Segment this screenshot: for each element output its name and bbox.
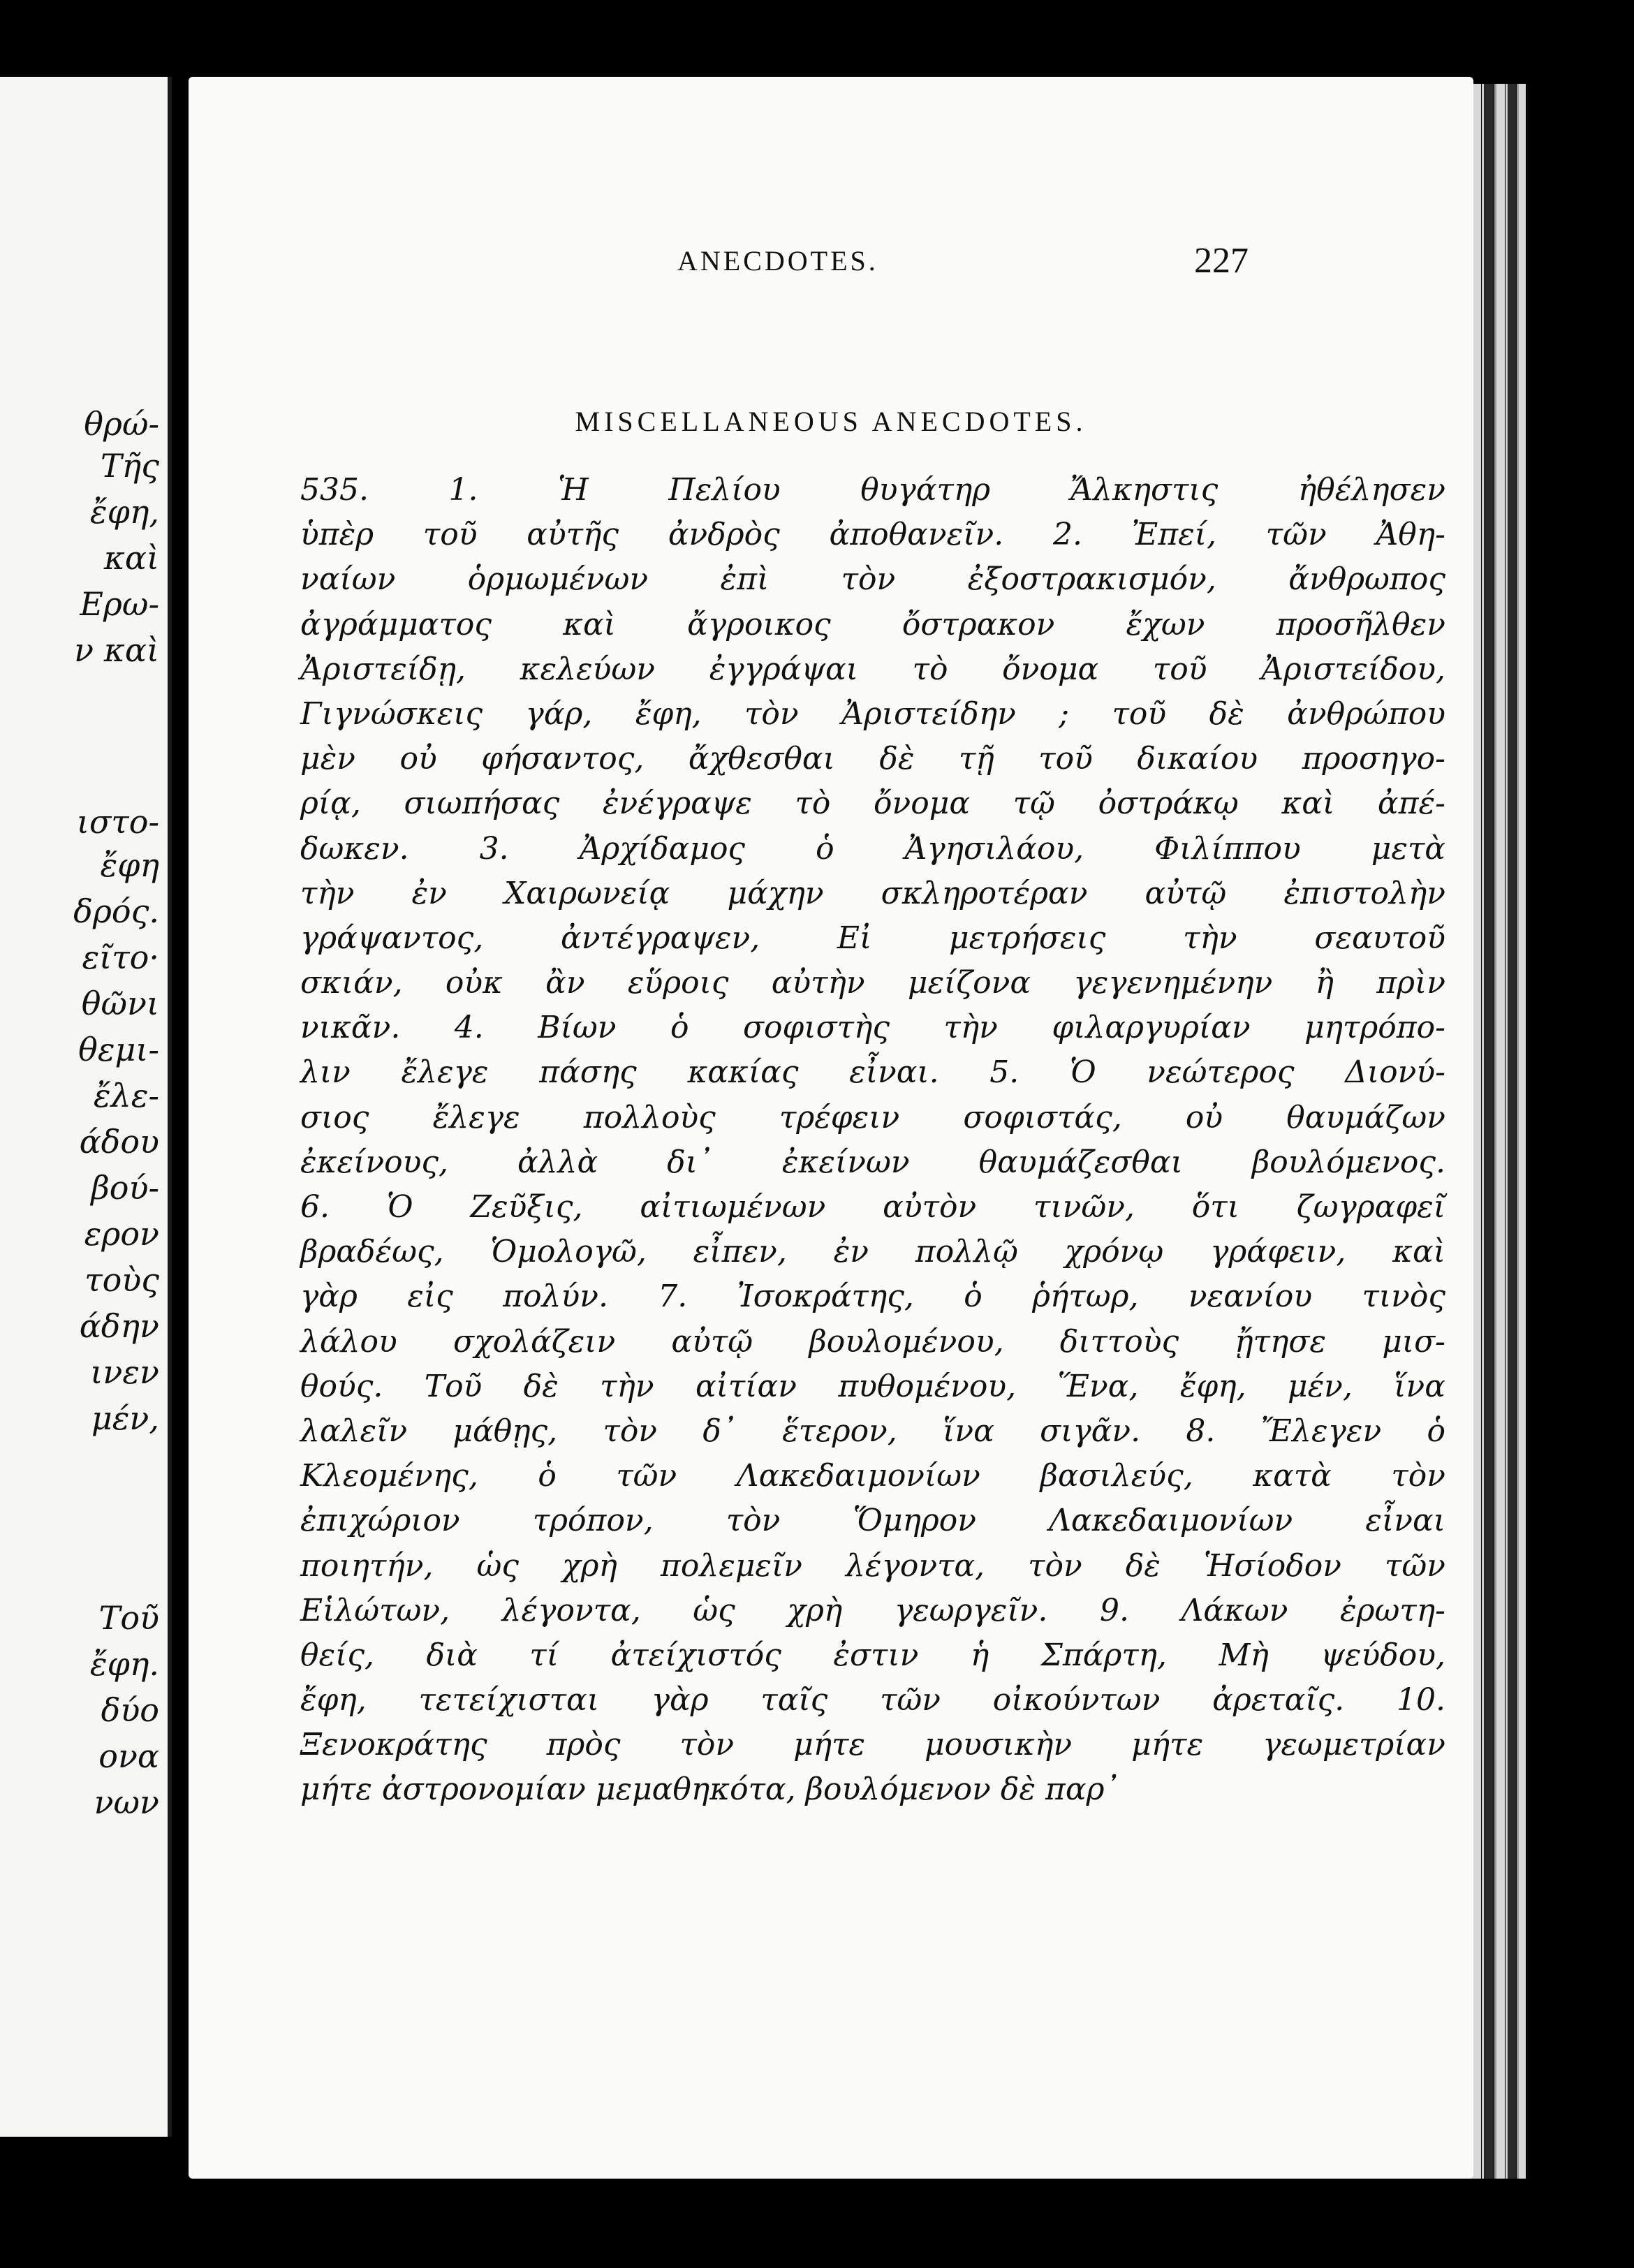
text-line: θείς, διὰ τί ἀτείχιστός ἐστιν ἡ Σπάρτη, Μὴ ψεύδου,: [300, 1637, 1445, 1673]
left-page-fragment: Τοῦ: [98, 1599, 159, 1637]
page-number: 227: [1194, 241, 1249, 281]
left-page-fragment: τοὺς: [84, 1261, 159, 1299]
text-line: θούς. Τοῦ δὲ τὴν αἰτίαν πυθομένου, Ἕνα, ἔφη, μέν, ἵνα: [300, 1368, 1445, 1404]
text-line: λιν ἔλεγε πάσης κακίας εἶναι. 5. Ὁ νεώτερος Διονύ-: [300, 1054, 1445, 1091]
left-page-fragment: ν καὶ: [74, 631, 159, 669]
left-page-fragment: θρώ-: [84, 405, 159, 443]
text-line: Ξενοκράτης πρὸς τὸν μήτε μουσικὴν μήτε γεωμετρίαν: [300, 1727, 1445, 1763]
text-line: λάλου σχολάζειν αὐτῷ βουλομένου, διττοὺς ᾔτησε μισ-: [300, 1323, 1445, 1360]
text-line: ἐπιχώριον τρόπον, τὸν Ὅμηρον Λακεδαιμονίων εἶναι: [300, 1503, 1445, 1539]
left-page-fragment: ἔφη.: [89, 1645, 159, 1683]
body-text: [300, 468, 1445, 1813]
section-heading: MISCELLANEOUS ANECDOTES.: [575, 406, 1087, 437]
text-line: 535. 1. Ἡ Πελίου θυγάτηρ Ἄλκηστις ἠθέλησεν: [300, 472, 1445, 508]
text-line: Κλεομένης, ὁ τῶν Λακεδαιμονίων βασιλεύς, κατὰ τὸν: [300, 1458, 1445, 1494]
text-line: δωκεν. 3. Ἀρχίδαμος ὁ Ἀγησιλάου, Φιλίππου μετὰ: [300, 830, 1445, 867]
text-line: Εἱλώτων, λέγοντα, ὡς χρὴ γεωργεῖν. 9. Λάκων ἐρωτη-: [300, 1592, 1445, 1628]
text-line: σκιάν, οὐκ ἂν εὕροις αὐτὴν μείζονα γεγενημένην ἢ πρὶν: [300, 965, 1445, 1001]
left-page-fragment: ονα: [98, 1737, 159, 1775]
left-page-fragment: ιστο-: [76, 803, 159, 841]
book-page: [189, 77, 1473, 2179]
left-page-fragment: εῖτο·: [82, 938, 159, 976]
text-line: ἔφη, τετείχισται γὰρ ταῖς τῶν οἰκούντων ἀρεταῖς. 10.: [300, 1682, 1445, 1718]
text-line: ποιητήν, ὡς χρὴ πολεμεῖν λέγοντα, τὸν δὲ Ἡσίοδον τῶν: [300, 1547, 1445, 1584]
left-page-fragment: Ερω-: [80, 585, 159, 623]
left-page-fragment: δρός.: [73, 892, 159, 930]
text-line: μήτε ἀστρονομίαν μεμαθηκότα, βουλόμενον δὲ παρ᾽: [300, 1772, 1120, 1808]
left-page-fragment: ερον: [84, 1215, 159, 1253]
left-page-fragment: ἔφη,: [89, 493, 159, 531]
left-page-fragment: δύο: [101, 1691, 159, 1729]
text-line: ναίων ὁρμωμένων ἐπὶ τὸν ἐξοστρακισμόν, ἄνθρωπος: [300, 561, 1445, 598]
text-line: μὲν οὐ φήσαντος, ἄχθεσθαι δὲ τῇ τοῦ δικαίου προσηγο-: [300, 741, 1445, 777]
text-line: ρίᾳ, σιωπήσας ἐνέγραψε τὸ ὄνομα τῷ ὀστράκῳ καὶ ἀπέ-: [300, 786, 1445, 822]
text-line: γὰρ εἰς πολύν. 7. Ἰσοκράτης, ὁ ῥήτωρ, νεανίου τινὸς: [300, 1279, 1445, 1315]
running-head: [189, 241, 1473, 293]
text-line: Γιγνώσκεις γάρ, ἔφη, τὸν Ἀριστείδην ; τοῦ δὲ ἀνθρώπου: [300, 695, 1445, 732]
page-edges: [1466, 84, 1557, 2179]
text-line: ὑπὲρ τοῦ αὐτῆς ἀνδρὸς ἀποθανεῖν. 2. Ἐπεί, τῶν Ἀθη-: [300, 517, 1445, 553]
left-page-fragment: ἔφη: [100, 846, 159, 884]
left-page-fragment: Τῆς: [100, 447, 159, 485]
left-page-fragment: βού-: [91, 1169, 159, 1207]
text-line: τὴν ἐν Χαιρωνείᾳ μάχην σκληροτέραν αὐτῷ ἐπιστολὴν: [300, 875, 1445, 911]
text-line: Ἀριστείδῃ, κελεύων ἐγγράψαι τὸ ὄνομα τοῦ Ἀριστείδου,: [300, 651, 1445, 687]
text-line: 6. Ὁ Ζεῦξις, αἰτιωμένων αὐτὸν τινῶν, ὅτι ζωγραφεῖ: [300, 1189, 1445, 1225]
left-page-fragment: ινεν: [90, 1353, 159, 1391]
left-page-fragment: άδην: [79, 1307, 159, 1345]
left-page-fragment: ἔλε-: [93, 1077, 159, 1114]
text-line: σιος ἔλεγε πολλοὺς τρέφειν σοφιστάς, οὐ θαυμάζων: [300, 1099, 1445, 1135]
text-line: βραδέως, Ὁμολογῶ, εἶπεν, ἐν πολλῷ χρόνῳ γράφειν, καὶ: [300, 1234, 1445, 1270]
left-page-fragment: θεμι-: [78, 1031, 159, 1068]
text-line: νικᾶν. 4. Βίων ὁ σοφιστὴς τὴν φιλαργυρίαν μητρόπο-: [300, 1010, 1445, 1046]
left-page-fragment: μέν,: [91, 1399, 159, 1437]
left-page-fragment: άδου: [79, 1123, 159, 1161]
left-page-fragment: νων: [94, 1783, 159, 1821]
text-line: ἐκείνους, ἀλλὰ δι᾽ ἐκείνων θαυμάζεσθαι βουλόμενος.: [300, 1144, 1445, 1180]
text-line: ἀγράμματος καὶ ἄγροικος ὄστρακον ἔχων προσῆλθεν: [300, 606, 1445, 642]
left-page-fragment: θῶνι: [81, 985, 159, 1022]
left-page-fragment: καὶ: [103, 539, 159, 577]
left-facing-page: [0, 77, 172, 2137]
text-line: λαλεῖν μάθῃς, τὸν δ᾽ ἕτερον, ἵνα σιγᾶν. 8. Ἔλεγεν ὁ: [300, 1413, 1445, 1449]
running-title: ANECDOTES.: [677, 245, 878, 277]
text-line: γράψαντος, ἀντέγραψεν, Εἰ μετρήσεις τὴν σεαυτοῦ: [300, 920, 1445, 956]
